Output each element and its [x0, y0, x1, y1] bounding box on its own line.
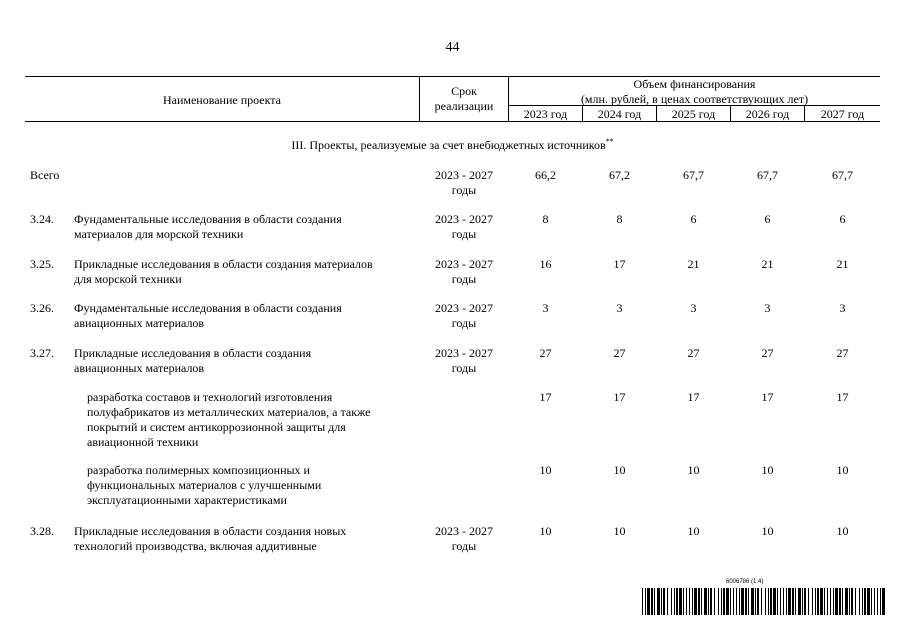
- total-value: 67,7: [757, 168, 778, 182]
- row-value: 16: [539, 257, 552, 271]
- row-name: [74, 524, 414, 554]
- row-value: 6: [690, 212, 697, 226]
- barcode-bar: [773, 588, 776, 615]
- barcode-bar: [676, 588, 678, 615]
- row-term-line: годы: [451, 539, 477, 553]
- row-name-line: технологий производства, включая аддитивные: [74, 539, 317, 553]
- header-year: 2023 год: [523, 107, 568, 121]
- barcode-bar: [867, 588, 870, 615]
- barcode-bar: [842, 588, 843, 615]
- barcode-bar: [770, 588, 772, 615]
- barcode-bar: [804, 588, 806, 615]
- barcode-bar: [647, 588, 650, 615]
- row-value: 3: [616, 301, 623, 315]
- row-term: [420, 301, 508, 331]
- row-number: 3.25.: [30, 257, 54, 271]
- barcode-bar: [683, 588, 684, 615]
- row-value: 21: [836, 257, 849, 271]
- row-value: 17: [836, 390, 849, 404]
- barcode-bar: [730, 588, 731, 615]
- barcode-bar: [698, 588, 700, 615]
- row-name-line: полуфабрикатов из металлических материалов, а также: [87, 405, 371, 419]
- barcode-bar: [827, 588, 828, 615]
- total-value: 67,7: [832, 168, 853, 182]
- row-term-line: 2023 - 2027: [435, 212, 493, 226]
- barcode-bar: [783, 588, 784, 615]
- row-term-line: 2023 - 2027: [435, 346, 493, 360]
- row-value: 17: [761, 390, 774, 404]
- section-title: [25, 138, 880, 153]
- barcode-bar: [882, 588, 885, 615]
- barcode-bar: [877, 588, 878, 615]
- total-label: Всего: [30, 168, 60, 182]
- row-value: 10: [761, 524, 774, 538]
- row-name-line: Фундаментальные исследования в области создания: [74, 212, 342, 226]
- barcode-bar: [815, 588, 816, 615]
- row-name-line: эксплуатационными характеристиками: [87, 493, 287, 507]
- row-value: 10: [539, 524, 552, 538]
- barcode-bar: [862, 588, 863, 615]
- row-value: 8: [616, 212, 623, 226]
- header-term-line: реализации: [434, 99, 494, 113]
- barcode-bar: [714, 588, 715, 615]
- header-year: 2027 год: [820, 107, 865, 121]
- barcode-bar: [748, 588, 749, 615]
- row-name-line: авиационных материалов: [74, 361, 205, 375]
- barcode-bar: [671, 588, 672, 615]
- barcode-bar: [726, 588, 729, 615]
- row-name-line: авиационной техники: [87, 435, 199, 449]
- total-value: 67,2: [609, 168, 630, 182]
- barcode-bar: [786, 588, 787, 615]
- barcode-bar: [839, 588, 841, 615]
- section-footnote-mark: **: [605, 137, 614, 146]
- barcode-bar: [741, 588, 744, 615]
- barcode-bar: [701, 588, 702, 615]
- barcode-bar: [642, 588, 643, 615]
- barcode-bar: [808, 588, 809, 615]
- row-value: 27: [539, 346, 552, 360]
- barcode-bar: [718, 588, 719, 615]
- barcode-bar: [645, 588, 646, 615]
- barcode-bar: [661, 588, 662, 615]
- barcode-bar: [855, 588, 856, 615]
- barcode-bar: [830, 588, 831, 615]
- barcode-bar: [757, 588, 759, 615]
- barcode-bar: [845, 588, 848, 615]
- barcode-bar: [864, 588, 866, 615]
- row-value: 10: [687, 524, 700, 538]
- header-year: 2024 год: [597, 107, 642, 121]
- barcode-bar: [663, 588, 665, 615]
- row-term-line: годы: [451, 361, 477, 375]
- header-project-name: Наименование проекта: [162, 93, 282, 107]
- barcode: [642, 588, 885, 615]
- row-value: 17: [687, 390, 700, 404]
- row-term-line: годы: [451, 272, 477, 286]
- barcode-bar: [871, 588, 872, 615]
- barcode-bar: [820, 588, 823, 615]
- barcode-bar: [708, 588, 709, 615]
- barcode-bar: [824, 588, 825, 615]
- barcode-bar: [817, 588, 819, 615]
- row-value: 3: [839, 301, 846, 315]
- barcode-bar: [736, 588, 737, 615]
- total-value: 66,2: [535, 168, 556, 182]
- header-funding-line: Объем финансирования: [633, 77, 756, 91]
- row-number: 3.28.: [30, 524, 54, 538]
- row-value: 27: [687, 346, 700, 360]
- row-value: 10: [836, 524, 849, 538]
- row-term-line: 2023 - 2027: [435, 301, 493, 315]
- barcode-bar: [802, 588, 803, 615]
- barcode-bar: [689, 588, 690, 615]
- row-value: 17: [613, 257, 626, 271]
- row-value: 27: [836, 346, 849, 360]
- row-name-line: Прикладные исследования в области создания: [74, 346, 312, 360]
- row-value: 8: [542, 212, 549, 226]
- row-name-line: покрытий и систем антикоррозионной защиты для: [87, 420, 346, 434]
- row-value: 6: [839, 212, 846, 226]
- row-value: 10: [613, 524, 626, 538]
- row-name-line: Фундаментальные исследования в области создания: [74, 301, 342, 315]
- barcode-bar: [694, 588, 697, 615]
- total-term-line: годы: [451, 183, 477, 197]
- row-number: 3.24.: [30, 212, 54, 226]
- row-value: 10: [761, 463, 774, 477]
- header-term-line: Срок: [451, 84, 477, 98]
- row-term: [420, 257, 508, 287]
- total-value: 67,7: [683, 168, 704, 182]
- barcode-bar: [667, 588, 668, 615]
- row-value: 27: [761, 346, 774, 360]
- row-name-line: для морской техники: [74, 272, 182, 286]
- barcode-bar: [654, 588, 655, 615]
- row-value: 21: [761, 257, 774, 271]
- row-name-line: авиационных материалов: [74, 316, 205, 330]
- barcode-bar: [723, 588, 725, 615]
- barcode-bar: [849, 588, 850, 615]
- row-name-line: Прикладные исследования в области создания материалов: [74, 257, 373, 271]
- total-term-line: 2023 - 2027: [435, 168, 493, 182]
- barcode-bar: [710, 588, 712, 615]
- row-value: 27: [613, 346, 626, 360]
- barcode-bar: [835, 588, 838, 615]
- barcode-bar: [657, 588, 660, 615]
- row-term-line: годы: [451, 316, 477, 330]
- page-number: 44: [445, 40, 460, 55]
- total-term: [420, 168, 508, 198]
- row-name-line: разработка составов и технологий изготовления: [87, 390, 333, 404]
- barcode-bar: [651, 588, 653, 615]
- row-name-line: разработка полимерных композиционных и: [87, 463, 310, 477]
- row-name: [87, 463, 412, 508]
- section-title-text: III. Проекты, реализуемые за счет внебюджетных источников: [291, 138, 606, 152]
- row-term: [420, 212, 508, 242]
- barcode-bar: [777, 588, 778, 615]
- header-term: [420, 84, 508, 114]
- row-value: 10: [687, 463, 700, 477]
- row-value: 10: [539, 463, 552, 477]
- barcode-bar: [792, 588, 794, 615]
- row-value: 3: [764, 301, 771, 315]
- barcode-bar: [755, 588, 756, 615]
- row-value: 17: [539, 390, 552, 404]
- row-value: 3: [542, 301, 549, 315]
- barcode-bar: [833, 588, 834, 615]
- row-value: 6: [764, 212, 771, 226]
- barcode-bar: [788, 588, 791, 615]
- barcode-bar: [739, 588, 740, 615]
- barcode-bar: [780, 588, 781, 615]
- barcode-bar: [745, 588, 747, 615]
- header-year: 2025 год: [671, 107, 716, 121]
- row-value: 3: [690, 301, 697, 315]
- barcode-bar: [795, 588, 796, 615]
- barcode-bar: [768, 588, 769, 615]
- row-name: [74, 346, 414, 376]
- row-name-line: материалов для морской техники: [74, 227, 244, 241]
- row-term-line: 2023 - 2027: [435, 524, 493, 538]
- barcode-bar: [761, 588, 762, 615]
- barcode-bar: [880, 588, 881, 615]
- row-value: 17: [613, 390, 626, 404]
- row-term: [420, 346, 508, 376]
- barcode-bar: [704, 588, 707, 615]
- row-name: [87, 390, 412, 450]
- barcode-bar: [674, 588, 675, 615]
- row-name: [74, 257, 414, 287]
- row-number: 3.27.: [30, 346, 54, 360]
- barcode-bar: [859, 588, 860, 615]
- row-name: [74, 301, 414, 331]
- barcode-bar: [733, 588, 734, 615]
- header-year: 2026 год: [745, 107, 790, 121]
- barcode-label: 6006786 (1.4): [726, 579, 764, 585]
- barcode-bar: [751, 588, 754, 615]
- row-value: 10: [836, 463, 849, 477]
- row-name-line: функциональных материалов с улучшенными: [87, 478, 322, 492]
- barcode-bar: [679, 588, 682, 615]
- barcode-bar: [851, 588, 853, 615]
- row-term: [420, 524, 508, 554]
- row-name-line: Прикладные исследования в области создания новых: [74, 524, 347, 538]
- barcode-bar: [798, 588, 801, 615]
- row-term-line: 2023 - 2027: [435, 257, 493, 271]
- row-value: 21: [687, 257, 700, 271]
- barcode-bar: [874, 588, 875, 615]
- row-name: [74, 212, 414, 242]
- barcode-bar: [692, 588, 693, 615]
- barcode-bar: [812, 588, 813, 615]
- barcode-bar: [765, 588, 766, 615]
- barcode-bar: [721, 588, 722, 615]
- row-number: 3.26.: [30, 301, 54, 315]
- header-funding: [509, 77, 880, 107]
- row-term-line: годы: [451, 227, 477, 241]
- barcode-bar: [686, 588, 687, 615]
- header-funding-line: (млн. рублей, в ценах соответствующих лет): [580, 92, 809, 106]
- row-value: 10: [613, 463, 626, 477]
